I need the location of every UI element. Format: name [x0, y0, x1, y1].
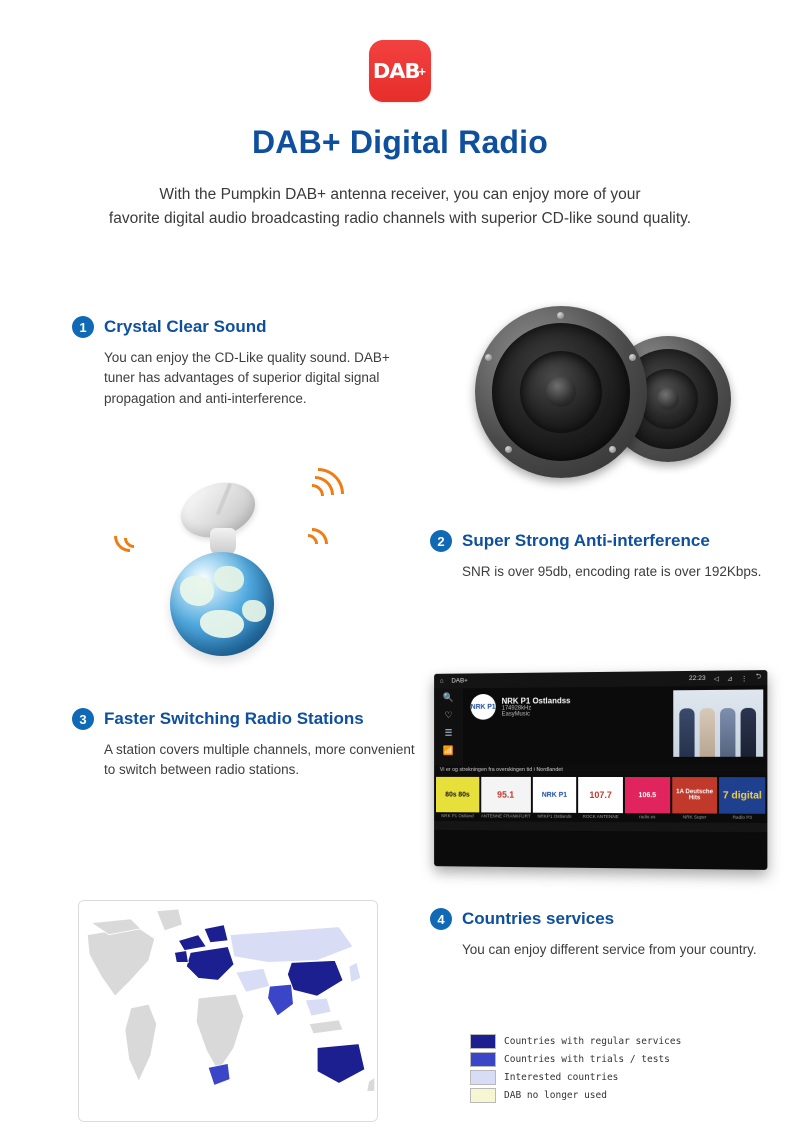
volume-icon: ◁ [713, 675, 719, 683]
station-tile[interactable] [625, 777, 670, 820]
logo-text: DAB [372, 59, 420, 83]
return-icon: ⮌ [755, 673, 762, 681]
favorite-icon[interactable]: ♡ [444, 710, 453, 720]
station-tile[interactable] [532, 777, 576, 820]
station-tile-caption: ANTENNE FRANKFURT [480, 813, 531, 819]
signal-wave-icon [107, 513, 152, 558]
feature-body: A station covers multiple channels, more convenient to switch between radio stations. [104, 742, 415, 778]
head-unit-screenshot [434, 670, 767, 870]
station-tile-caption: NRK P1 Ostland [436, 812, 479, 819]
station-tile-art: NRK P1 [532, 777, 576, 813]
station-tile-art: 1A Deutsche Hits [672, 777, 717, 814]
intro-line-1: With the Pumpkin DAB+ antenna receiver, you can enjoy more of your [159, 186, 641, 203]
feature-header [72, 316, 402, 338]
headunit-dab-label: DAB+ [451, 677, 468, 685]
feature-header [430, 530, 770, 552]
signal-wave-icon [281, 457, 355, 531]
legend-label: Countries with trials / tests [504, 1053, 670, 1065]
page-title: DAB+ Digital Radio [251, 124, 549, 160]
station-logo: NRK P1 [471, 694, 496, 720]
feature-body: You can enjoy the CD-Like quality sound. DAB+ tuner has advantages of superior digital signal propagation and anti-interference. [104, 350, 390, 406]
station-tile-caption: NRK Super [672, 813, 717, 820]
legend-swatch-interested [470, 1070, 496, 1085]
station-tile-art: 95.1 [481, 777, 531, 813]
now-playing-frequency: 174928kHz [501, 705, 532, 712]
feature-header [430, 908, 760, 930]
menu-icon: ⋮ [740, 674, 748, 683]
station-tile-caption: Radio P3 [719, 814, 765, 821]
feature-title: Countries services [462, 909, 615, 928]
station-tile-caption: NRKP1 Ostlands [532, 813, 576, 820]
station-tile[interactable] [578, 777, 622, 820]
signal-icon[interactable]: 📶 [443, 745, 454, 756]
album-art-panel [669, 685, 767, 765]
station-tile-art: 7 digital [719, 777, 765, 814]
feature-header [72, 708, 417, 730]
legend-swatch-no-longer [470, 1088, 496, 1103]
globe-icon [170, 552, 274, 656]
logo-plus: + [418, 63, 426, 79]
feature-body: You can enjoy different service from your country. [462, 942, 757, 957]
map-legend [470, 1032, 720, 1104]
legend-item [470, 1068, 720, 1086]
map-graphic [79, 901, 377, 1121]
feature-number-badge: 2 [430, 530, 452, 552]
now-playing-panel [463, 686, 669, 765]
feature-body: SNR is over 95db, encoding rate is over 192Kbps. [462, 564, 762, 579]
feature-number-badge: 3 [72, 708, 94, 730]
legend-label: Interested countries [504, 1071, 619, 1083]
feature-number-badge: 4 [430, 908, 452, 930]
station-tile[interactable] [436, 777, 479, 819]
head-unit-sidebar [434, 688, 463, 765]
feature-title: Super Strong Anti-interference [462, 531, 710, 550]
station-tile-art: 106.5 [625, 777, 670, 813]
album-photo [673, 689, 763, 756]
station-tiles [434, 775, 767, 823]
station-tile-caption: radio.es [625, 813, 670, 820]
list-icon[interactable]: ☰ [444, 727, 453, 738]
back-icon: ⊿ [727, 675, 733, 683]
station-tile-art: 80s 80s [436, 777, 479, 813]
satellite-dish-icon [176, 476, 268, 554]
feature-faster-switching [72, 708, 417, 781]
now-playing-station: NRK P1 Ostlandss [501, 695, 571, 706]
feature-title: Crystal Clear Sound [104, 317, 267, 336]
head-unit-bottom-bar [434, 821, 767, 832]
dab-plus-logo [369, 40, 431, 102]
radio-text-ticker: Vi er og strekningen fra overskingen tid i Nordlandet [434, 765, 767, 775]
station-tile[interactable] [672, 777, 717, 821]
legend-item [470, 1086, 720, 1104]
feature-number-badge: 1 [72, 316, 94, 338]
home-icon: ⌂ [439, 677, 444, 685]
legend-swatch-trials [470, 1052, 496, 1067]
feature-anti-interference [430, 530, 770, 582]
speakers-illustration [455, 298, 775, 488]
legend-label: DAB no longer used [504, 1089, 607, 1101]
legend-item [470, 1050, 720, 1068]
world-coverage-map [78, 900, 378, 1122]
feature-title: Faster Switching Radio Stations [104, 709, 364, 728]
signal-wave-icon [289, 521, 334, 566]
station-tile-art: 107.7 [578, 777, 622, 813]
feature-countries-services [430, 908, 760, 960]
station-tile[interactable] [719, 777, 765, 821]
legend-swatch-regular [470, 1034, 496, 1049]
intro-paragraph [40, 183, 760, 231]
now-playing-type: EasyMusic [501, 710, 530, 718]
legend-label: Countries with regular services [504, 1035, 682, 1047]
headunit-clock: 22:23 [689, 674, 706, 683]
station-tile-caption: ROCK ANTENNE [578, 813, 622, 820]
page-header [0, 0, 800, 231]
feature-crystal-clear-sound [72, 316, 402, 409]
station-tile[interactable] [481, 777, 531, 820]
large-speaker-icon [475, 306, 647, 478]
legend-item [470, 1032, 720, 1050]
intro-line-2: favorite digital audio broadcasting radio channels with superior CD-like sound quality. [108, 210, 692, 228]
globe-antenna-illustration [118, 470, 328, 660]
head-unit-main [434, 685, 767, 765]
search-icon[interactable]: 🔍 [443, 692, 454, 703]
